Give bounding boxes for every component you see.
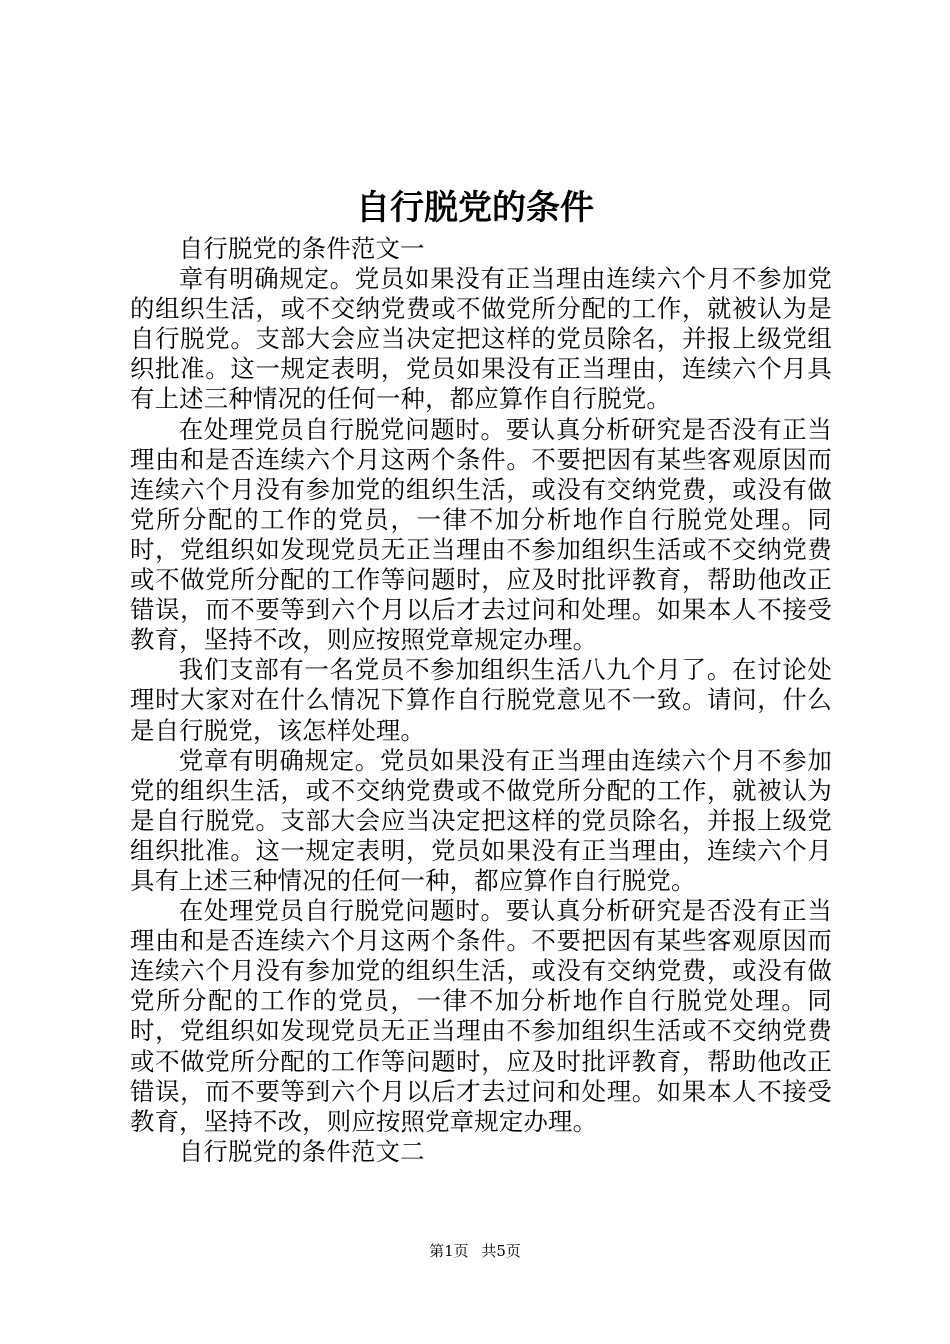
document-title: 自行脱党的条件 [356, 188, 594, 228]
paragraph: 章有明确规定。党员如果没有正当理由连续六个月不参加党的组织生活，或不交纳党费或不做党所分配的工作，就被认为是自行脱党。支部大会应当决定把这样的党员除名，并报上级党组织批准。这一规定表明，党员如果没有正当理由，连续六个月具有上述三种情况的任何一种，都应算作自行脱党。 [130, 264, 832, 414]
page-footer [0, 1241, 950, 1261]
section-heading-2: 自行脱党的条件范文二 [178, 1136, 425, 1166]
paragraph: 我们支部有一名党员不参加组织生活八九个月了。在讨论处理时大家对在什么情况下算作自行脱党意见不一致。请问，什么是自行脱党，该怎样处理。 [130, 655, 832, 745]
paragraph: 在处理党员自行脱党问题时。要认真分析研究是否没有正当理由和是否连续六个月这两个条件。不要把因有某些客观原因而连续六个月没有参加党的组织生活，或没有交纳党费，或没有做党所分配的工作的党员，一律不加分析地作自行脱党处理。同时，党组织如发现党员无正当理由不参加组织生活或不交纳党费或不做党所分配的工作等问题时，应及时批评教育，帮助他改正错误，而不要等到六个月以后才去过问和处理。如果本人不接受教育，坚持不改，则应按照党章规定办理。 [130, 414, 832, 655]
section-heading-1: 自行脱党的条件范文一 [178, 234, 425, 263]
page-total: 共5页 [481, 1242, 521, 1260]
page-number: 第1页 [429, 1242, 469, 1260]
paragraph: 在处理党员自行脱党问题时。要认真分析研究是否没有正当理由和是否连续六个月这两个条件。不要把因有某些客观原因而连续六个月没有参加党的组织生活，或没有交纳党费，或没有做党所分配的工作的党员，一律不加分析地作自行脱党处理。同时，党组织如发现党员无正当理由不参加组织生活或不交纳党费或不做党所分配的工作等问题时，应及时批评教育，帮助他改正错误，而不要等到六个月以后才去过问和处理。如果本人不接受教育，坚持不改，则应按照党章规定办理。 [130, 896, 832, 1136]
document-body [130, 234, 832, 1167]
paragraph: 党章有明确规定。党员如果没有正当理由连续六个月不参加党的组织生活，或不交纳党费或不做党所分配的工作，就被认为是自行脱党。支部大会应当决定把这样的党员除名，并报上级党组织批准。这一规定表明，党员如果没有正当理由，连续六个月具有上述三种情况的任何一种，都应算作自行脱党。 [130, 745, 832, 895]
